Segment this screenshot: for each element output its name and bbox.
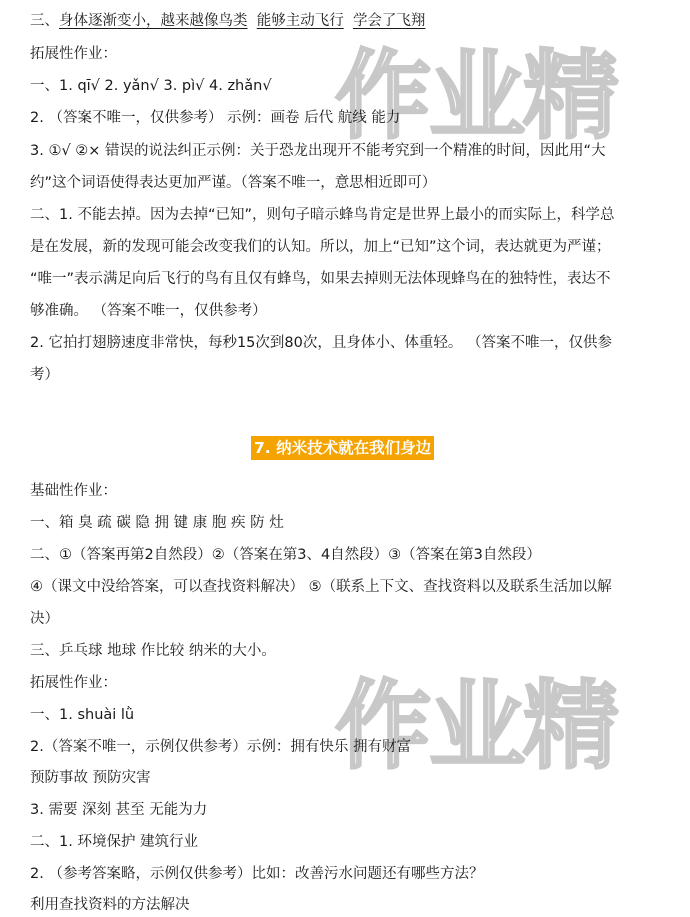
- er1-line-1: 二、1. 不能去掉。因为去掉“已知”，则句子暗示蜂鸟肯定是世界上最小的而实际上，科学总: [30, 207, 615, 223]
- section-san-line: [30, 11, 425, 31]
- watermark-bottom: 作业精: [335, 670, 617, 782]
- er1-line-3: “唯一”表示满足向后飞行的鸟有且仅有蜂鸟，如果去掉则无法体现蜂鸟在的独特性，表达不: [30, 271, 611, 287]
- tz-er2-line: 2. （参考答案略，示例仅供参考）比如：改善污水问题还有哪些方法？: [30, 866, 484, 882]
- tuozhan-yi-line: 一、1. qī√ 2. yǎn√ 3. pì√ 4. zhǎn√: [30, 78, 272, 94]
- er1-line-2: 是在发展，新的发现可能会改变我们的认知。所以，加上“已知”这个词，表达就更为严谨；: [30, 239, 611, 255]
- tuozhan-q2-line: 2. （答案不唯一，仅供参考） 示例：画卷 后代 航线 能力: [30, 110, 401, 126]
- lesson-title: 7. 纳米技术就在我们身边: [251, 436, 434, 460]
- jichu-er-line-2: ④（课文中没给答案，可以查找资料解决） ⑤（联系上下文、查找资料以及联系生活加以解: [30, 579, 612, 595]
- jichu-label: 基础性作业：: [30, 483, 117, 499]
- tuozhan-q3-line-2: 约”这个词语使得表达更加严谨。（答案不唯一，意思相近即可）: [30, 175, 437, 191]
- san-answer-2: 能够主动飞行: [256, 13, 344, 29]
- tz-2b-line: 预防事故 预防灾害: [30, 770, 151, 786]
- tz-yi-line: 一、1. shuài lǜ: [30, 707, 135, 723]
- tz-3-line: 3. 需要 深刻 甚至 无能为力: [30, 802, 208, 818]
- tz-2a-line: 2.（答案不唯一，示例仅供参考）示例：拥有快乐 拥有财富: [30, 739, 411, 755]
- tuozhan-q3-line-1: 3. ①√ ②× 错误的说法纠正示例：关于恐龙出现开不能考究到一个精准的时间，因此用“大: [30, 143, 606, 159]
- san-answer-3: 学会了飞翔: [352, 13, 426, 29]
- tuozhan-label-top: 拓展性作业：: [30, 46, 117, 62]
- jichu-er-line-3: 决）: [30, 611, 59, 627]
- er2-line-2: 考）: [30, 367, 59, 383]
- er1-line-4: 够准确。 （答案不唯一，仅供参考）: [30, 303, 267, 319]
- san-prefix: 三、: [30, 13, 59, 29]
- jichu-yi-line: 一、箱 臭 疏 碳 隐 拥 键 康 胞 疾 防 灶: [30, 515, 284, 531]
- tuozhan-label-lesson: 拓展性作业：: [30, 675, 117, 691]
- jichu-san-line: 三、乒乓球 地球 作比较 纳米的大小。: [30, 643, 276, 659]
- er2-line-1: 2. 它拍打翅膀速度非常快，每秒15次到80次，且身体小、体重轻。 （答案不唯一，仅供参: [30, 335, 612, 351]
- watermark-top: 作业精: [335, 40, 617, 152]
- san-answer-1: 身体逐渐变小，越来越像鸟类: [59, 13, 248, 29]
- tz-er3-line: 利用查找资料的方法解决: [30, 897, 190, 913]
- tz-er1-line: 二、1. 环境保护 建筑行业: [30, 834, 199, 850]
- jichu-er-line-1: 二、①（答案再第2自然段）②（答案在第3、4自然段）③（答案在第3自然段）: [30, 547, 541, 563]
